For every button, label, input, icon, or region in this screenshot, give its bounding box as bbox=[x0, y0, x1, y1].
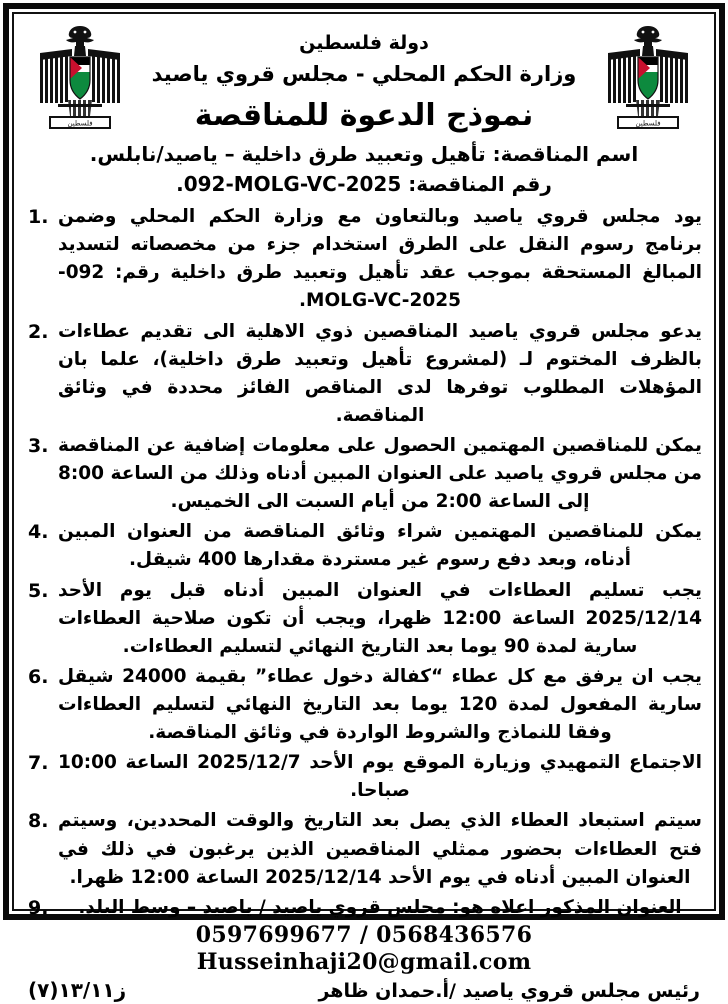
clause-number: 2. bbox=[28, 320, 49, 343]
page-title: نموذج الدعوة للمناقصة bbox=[194, 98, 534, 134]
clause-text: يمكن للمناقصين المهتمين الحصول على معلومات إضافية عن المناقصة من مجلس قروي ياصيد على العنوان المبين أدناه وذلك من الساعة 8:00 إلى الساعة 2:00 من أيام السبت الى الخميس. bbox=[58, 434, 702, 513]
clause-text: يود مجلس قروي ياصيد وبالتعاون مع وزارة الحكم المحلي وضمن برنامج رسوم النقل على الطرق استخدام جزء من مخصصاته لتسديد المبالغ المستحقة بموجب عقد تأهيل وتعبيد طرق داخلية رقم: 092-MOLG-VC-2025. bbox=[58, 206, 702, 312]
document-header bbox=[22, 18, 706, 135]
tender-number-value: 092-MOLG-VC-2025 bbox=[183, 172, 402, 197]
contact-email: Husseinhaji20@gmail.com bbox=[196, 949, 532, 976]
clause-list bbox=[26, 203, 702, 976]
tender-name-line: اسم المناقصة: تأهيل وتعبيد طرق داخلية – ياصيد/نابلس. bbox=[89, 142, 639, 167]
contact-phone-numbers: 0597699677 / 0568436576 bbox=[195, 922, 533, 949]
clause-number: 3. bbox=[28, 434, 49, 457]
tender-number-line: رقم المناقصة: 092-MOLG-VC-2025. bbox=[32, 169, 696, 199]
clause-item bbox=[26, 749, 702, 805]
clause-item bbox=[26, 518, 702, 574]
ministry-name: وزارة الحكم المحلي - مجلس قروي ياصيد bbox=[151, 61, 577, 86]
clause-number: 1. bbox=[28, 206, 49, 229]
svg-text:فلسطين: فلسطين bbox=[635, 119, 661, 128]
clause-item bbox=[26, 577, 702, 661]
clause-text: سيتم استبعاد العطاء الذي يصل بعد التاريخ والوقت المحددين، وسيتم فتح العطاءات بحضور ممثلي المناقصين الذين يرغبون في ذلك في العنوان المبين أدناه في يوم الأحد 2025/12/14 الساعة 12:00 ظهرا. bbox=[58, 810, 702, 888]
signature-line: رئيس مجلس قروي ياصيد /أ.حمدان ظاهر bbox=[318, 979, 700, 1002]
clause-item bbox=[26, 807, 702, 891]
clause-item bbox=[26, 894, 702, 923]
clause-number: 5. bbox=[28, 579, 49, 602]
clause-item bbox=[26, 318, 702, 430]
clause-text: يجب تسليم العطاءات في العنوان المبين أدناه قبل يوم الأحد 2025/12/14 الساعة 12:00 ظهرا، ويجب أن تكون صلاحية العطاءات سارية لمدة 90 يوما بعد التاريخ النهائي لتسليم العطاءات. bbox=[58, 579, 702, 657]
clause-number: 4. bbox=[28, 521, 49, 544]
tender-number-label: رقم المناقصة: bbox=[408, 172, 552, 197]
clause-number: 6. bbox=[28, 665, 49, 688]
page-inner-border bbox=[12, 12, 716, 1002]
svg-text:فلسطين: فلسطين bbox=[67, 119, 93, 128]
palestinian-coat-of-arms-icon-right bbox=[596, 20, 700, 132]
header-titles bbox=[132, 20, 596, 135]
clause-number: 7. bbox=[28, 752, 49, 775]
clause-text: العنوان المذكور اعلاه هو: مجلس قروي ياصيد / ياصيد – وسط البلد. bbox=[78, 896, 682, 918]
document-footer bbox=[22, 976, 706, 1004]
tender-meta bbox=[22, 135, 706, 199]
clause-text: يجب ان يرفق مع كل عطاء “كفالة دخول عطاء” بقيمة 24000 شيقل سارية المفعول لمدة 120 يوما بعد التاريخ النهائي لتسليم العطاءات وفقا للنماذج والشروط الواردة في وثائق المناقصة. bbox=[58, 665, 702, 744]
clause-item bbox=[26, 663, 702, 747]
clause-item bbox=[26, 203, 702, 315]
clause-text: يمكن للمناقصين المهتمين شراء وثائق المناقصة من العنوان المبين أدناه، وبعد دفع رسوم غير مستردة مقدارها 400 شيقل. bbox=[58, 521, 702, 571]
reference-code: ز١٣/١١(٧) bbox=[28, 977, 127, 1002]
clause-text: الاجتماع التمهيدي وزيارة الموقع يوم الأحد 2025/12/7 الساعة 10:00 صباحا. bbox=[58, 752, 702, 802]
clause-number: 9. bbox=[28, 896, 49, 919]
clause-text: يدعو مجلس قروي ياصيد المناقصين ذوي الاهلية الى تقديم عطاءات بالظرف المختوم لـ (لمشروع تأهيل وتعبيد طرق داخلية)، علما بان المؤهلات المطلوب توفرها لدى المناقص الفائز محددة في وثائق المناقصة. bbox=[58, 320, 702, 426]
contact-block bbox=[26, 922, 702, 976]
palestinian-coat-of-arms-icon-left bbox=[28, 20, 132, 132]
clause-item bbox=[26, 432, 702, 516]
clause-number: 8. bbox=[28, 810, 49, 833]
state-name: دولة فلسطين bbox=[299, 32, 429, 54]
page-outer-border bbox=[3, 3, 725, 1002]
